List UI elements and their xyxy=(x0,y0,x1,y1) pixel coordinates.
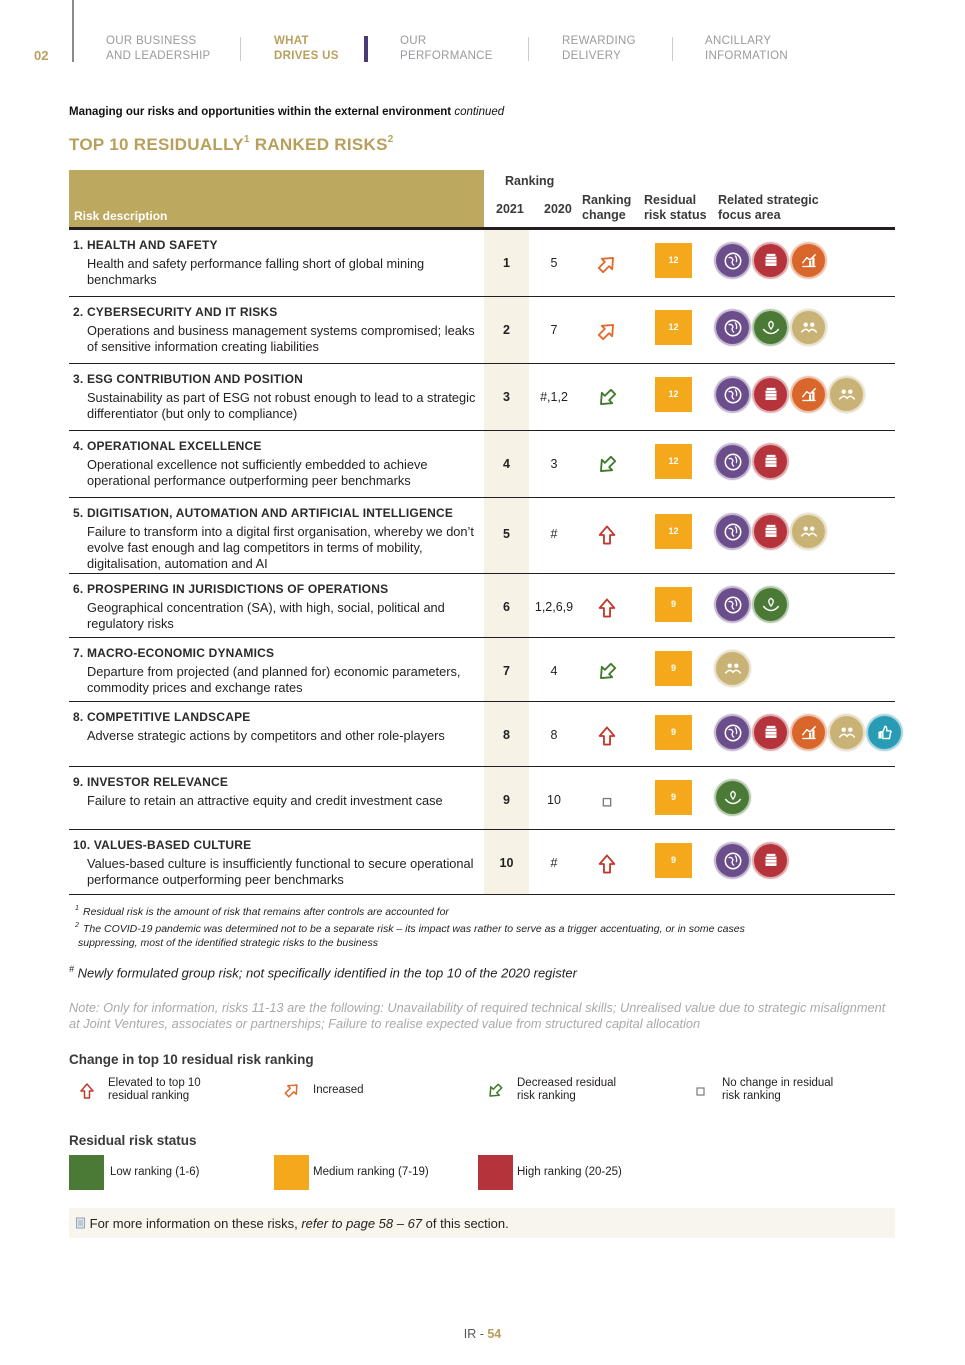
risk-row xyxy=(69,498,895,574)
globe-icon xyxy=(714,443,751,480)
info-prefix: For more information on these risks, xyxy=(89,1216,298,1231)
risk-description: Values-based culture is insufficiently functional to secure operational performance outperforming peer benchmarks xyxy=(87,856,474,887)
thumbs-up-icon xyxy=(866,714,903,751)
section-subtitle xyxy=(69,106,504,118)
top-navigation xyxy=(0,0,965,75)
change-legend-title: Change in top 10 residual risk ranking xyxy=(69,1052,314,1067)
globe-icon xyxy=(714,309,751,346)
footnote-mark: # xyxy=(69,964,75,974)
risk-row xyxy=(69,431,895,498)
globe-icon xyxy=(714,586,751,623)
rank-2020: # xyxy=(550,527,558,541)
risk-description: Geographical concentration (SA), with high, social, political and regulatory risks xyxy=(87,600,445,631)
ranking-change xyxy=(596,387,620,409)
hands-leaf-icon xyxy=(714,779,751,816)
nav-our-performance[interactable] xyxy=(400,34,493,64)
chart-icon xyxy=(790,376,827,413)
ranking-change xyxy=(596,320,620,342)
nav-our-business[interactable] xyxy=(106,34,211,64)
residual-status-badge: 12 xyxy=(655,444,692,479)
nav-active-indicator xyxy=(364,36,368,62)
footnote-text: Newly formulated group risk; not specifically identified in the top 10 of the 2020 register xyxy=(77,965,577,981)
people-icon xyxy=(714,650,751,687)
ranking-change xyxy=(596,661,620,683)
residual-status-badge: 9 xyxy=(655,715,692,750)
ranking-change xyxy=(596,253,620,275)
risk-row xyxy=(69,297,895,364)
nav-what-drives-us[interactable] xyxy=(274,34,339,64)
globe-icon xyxy=(714,513,751,550)
rank-2020: 5 xyxy=(550,256,558,270)
residual-status-badge: 12 xyxy=(655,243,692,278)
risk-description: Failure to retain an attractive equity and credit investment case xyxy=(87,793,443,808)
title-part: RANKED RISKS xyxy=(249,135,388,154)
rank-2021: 3 xyxy=(503,390,510,404)
risk-title: 10. VALUES-BASED CULTURE xyxy=(73,838,252,852)
header-line: focus area xyxy=(718,208,781,222)
risk-title: 5. DIGITISATION, AUTOMATION AND ARTIFICIAL INTELLIGENCE xyxy=(73,506,454,520)
risk-title: 1. HEALTH AND SAFETY xyxy=(73,238,218,252)
rank-2020: 7 xyxy=(550,323,558,337)
people-icon xyxy=(828,714,865,751)
page-title xyxy=(69,134,394,155)
nav-label: WHAT xyxy=(274,35,309,47)
footnote-1 xyxy=(77,905,449,919)
residual-status-badge: 9 xyxy=(655,843,692,878)
title-footnote-mark: 2 xyxy=(387,134,394,145)
rank-2020: #,1,2 xyxy=(540,390,568,404)
risk-row xyxy=(69,574,895,638)
risk-title: 6. PROSPERING IN JURISDICTIONS OF OPERATIONS xyxy=(73,582,389,596)
legend-decreased xyxy=(517,1077,616,1103)
footnote-text: suppressing, most of the identified strategic risks to the business xyxy=(78,937,378,949)
title-part: TOP 10 RESIDUALLY xyxy=(69,135,244,154)
risk-description: Departure from projected (and planned for) economic parameters, commodity prices and exchange rates xyxy=(87,664,461,695)
information-note: Note: Only for information, risks 11-13 are the following: Unavailability of required technical skills; Unrealised value due to strategic misalignment at Joint Ventures, associates or partnerships; Failure to realise expected value from structured capital allocation xyxy=(69,1000,886,1031)
chart-icon xyxy=(790,242,827,279)
nav-label: ANCILLARY xyxy=(705,35,772,47)
risk-description: Failure to transform into a digital first organisation, whereby we don’t evolve fast enough and lag competitors in terms of mobility, digitalisation, automation and AI xyxy=(87,524,474,571)
nav-label: AND LEADERSHIP xyxy=(106,50,211,62)
section-number: 02 xyxy=(34,48,49,63)
focus-area-icons xyxy=(714,513,827,550)
rank-2020: 3 xyxy=(550,457,558,471)
increased-arrow-icon xyxy=(596,320,618,342)
legend-line: Elevated to top 10 xyxy=(108,1077,201,1089)
legend-low: Low ranking (1-6) xyxy=(110,1166,200,1178)
hands-leaf-icon xyxy=(752,586,789,623)
legend-line: risk ranking xyxy=(517,1090,576,1102)
footnote-text: The COVID-19 pandemic was determined not to be a separate risk – its impact was rather to serve as a trigger accentuating, or in some cases xyxy=(83,923,745,935)
residual-status-badge: 9 xyxy=(655,587,692,622)
legend-no-change xyxy=(722,1077,833,1103)
year-2021-header: 2021 xyxy=(496,202,524,216)
risk-description: Health and safety performance falling short of global mining benchmarks xyxy=(87,256,425,287)
more-info-text xyxy=(75,1216,509,1231)
ranking-change xyxy=(596,597,620,619)
chart-icon xyxy=(790,714,827,751)
focus-area-icons xyxy=(714,309,827,346)
header-divider xyxy=(72,0,74,62)
new-risk-footnote xyxy=(69,964,577,980)
residual-status-badge: 12 xyxy=(655,310,692,345)
rank-2021: 10 xyxy=(499,856,514,870)
header-label: Risk description xyxy=(74,209,168,223)
rank-2021: 1 xyxy=(503,256,510,270)
footnote-text: Residual risk is the amount of risk that remains after controls are accounted for xyxy=(83,906,449,918)
residual-status-badge: 12 xyxy=(655,514,692,549)
globe-icon xyxy=(714,714,751,751)
coins-icon xyxy=(752,376,789,413)
header-line: Ranking xyxy=(582,193,632,207)
rank-2020: 10 xyxy=(547,793,561,807)
elevated-arrow-icon xyxy=(596,853,618,875)
title-footnote-mark: 1 xyxy=(243,134,250,145)
people-icon xyxy=(790,309,827,346)
header-line: risk status xyxy=(644,208,707,222)
focus-area-icons xyxy=(714,376,865,413)
nav-ancillary-information[interactable] xyxy=(705,34,788,64)
ranking-change xyxy=(596,524,620,546)
risk-row xyxy=(69,638,895,702)
risk-title: 4. OPERATIONAL EXCELLENCE xyxy=(73,439,262,453)
people-icon xyxy=(828,376,865,413)
risk-title: 9. INVESTOR RELEVANCE xyxy=(73,775,229,789)
legend-elevated xyxy=(108,1077,201,1103)
info-suffix: of this section. xyxy=(425,1216,509,1231)
risk-description: Sustainability as part of ESG not robust enough to lead to a strategic differentiator (but only to compliance) xyxy=(87,390,476,421)
nav-label: REWARDING xyxy=(562,35,636,47)
nav-label: DELIVERY xyxy=(562,50,622,62)
page-reference-link[interactable]: refer to page 58 – 67 xyxy=(301,1216,423,1231)
nav-rewarding-delivery[interactable] xyxy=(562,34,636,64)
decreased-arrow-icon xyxy=(596,661,618,683)
residual-status-badge: 12 xyxy=(655,377,692,412)
increased-arrow-icon xyxy=(596,253,618,275)
residual-status-header xyxy=(644,193,707,223)
increased-arrow-icon xyxy=(283,1081,301,1099)
globe-icon xyxy=(714,242,751,279)
status-legend-title: Residual risk status xyxy=(69,1133,197,1148)
focus-area-icons xyxy=(714,650,751,687)
rank-2020: 8 xyxy=(550,728,558,742)
nav-separator xyxy=(672,37,673,61)
residual-status-badge: 9 xyxy=(655,780,692,815)
rank-2020: 4 xyxy=(550,664,558,678)
rank-2021: 5 xyxy=(503,527,510,541)
risk-row xyxy=(69,702,895,767)
no-change-square-icon xyxy=(596,790,618,812)
rank-2021: 2 xyxy=(503,323,510,337)
rank-2021: 4 xyxy=(503,457,510,471)
risk-title: 7. MACRO-ECONOMIC DYNAMICS xyxy=(73,646,275,660)
legend-increased: Increased xyxy=(313,1084,364,1096)
rank-2021: 9 xyxy=(503,793,510,807)
legend-line: residual ranking xyxy=(108,1090,190,1102)
ranking-change xyxy=(596,853,620,875)
footnote-mark: 2 xyxy=(75,922,79,929)
focus-area-icons xyxy=(714,242,827,279)
nav-separator xyxy=(528,37,529,61)
risk-title: 8. COMPETITIVE LANDSCAPE xyxy=(73,710,251,724)
nav-label: DRIVES US xyxy=(274,50,339,62)
footnote-2 xyxy=(77,922,745,950)
residual-status-badge: 9 xyxy=(655,651,692,686)
elevated-arrow-icon xyxy=(596,524,618,546)
nav-label: OUR BUSINESS xyxy=(106,35,197,47)
focus-area-icons xyxy=(714,443,789,480)
header-line: change xyxy=(582,208,626,222)
rank-2020: # xyxy=(550,856,558,870)
rank-2021: 8 xyxy=(503,728,510,742)
globe-icon xyxy=(714,376,751,413)
header-line: Residual xyxy=(644,193,697,207)
ranking-header: Ranking xyxy=(505,174,555,188)
risk-row xyxy=(69,230,895,297)
coins-icon xyxy=(752,242,789,279)
subtitle-text: Managing our risks and opportunities within the external environment xyxy=(69,106,452,118)
legend-medium: Medium ranking (7-19) xyxy=(313,1166,429,1178)
focus-area-icons xyxy=(714,586,789,623)
focus-area-header xyxy=(718,193,819,223)
ranking-change xyxy=(596,454,620,476)
page-footer xyxy=(0,1327,965,1341)
footer-prefix: IR - xyxy=(463,1327,488,1341)
coins-icon xyxy=(752,443,789,480)
risk-title: 2. CYBERSECURITY AND IT RISKS xyxy=(73,305,278,319)
decreased-arrow-icon xyxy=(596,454,618,476)
legend-line: Decreased residual xyxy=(517,1077,617,1089)
year-2020-header: 2020 xyxy=(544,202,572,216)
ranking-change xyxy=(596,790,620,812)
coins-icon xyxy=(752,513,789,550)
risk-description: Operations and business management systems compromised; leaks of sensitive information creating liabilities xyxy=(87,323,475,354)
ranking-change xyxy=(596,725,620,747)
low-status-swatch xyxy=(69,1155,104,1190)
header-line: Related strategic xyxy=(718,193,819,207)
footnote-mark: 1 xyxy=(75,905,79,912)
risk-description: Operational excellence not sufficiently embedded to achieve operational performance outperforming peer benchmarks xyxy=(87,457,428,488)
ranking-change-header xyxy=(582,193,631,223)
rank-2021: 7 xyxy=(503,664,510,678)
people-icon xyxy=(790,513,827,550)
elevated-arrow-icon xyxy=(78,1082,96,1100)
legend-line: No change in residual xyxy=(722,1077,834,1089)
legend-high: High ranking (20-25) xyxy=(517,1166,622,1178)
risk-row xyxy=(69,364,895,431)
high-status-swatch xyxy=(478,1155,513,1190)
more-info-bar xyxy=(69,1208,895,1238)
nav-label: INFORMATION xyxy=(705,50,788,62)
risk-description: Adverse strategic actions by competitors and other role-players xyxy=(87,728,445,743)
rank-2021: 6 xyxy=(503,600,510,614)
hands-leaf-icon xyxy=(752,309,789,346)
legend-line: risk ranking xyxy=(722,1090,781,1102)
focus-area-icons xyxy=(714,842,789,879)
coins-icon xyxy=(752,842,789,879)
medium-status-swatch xyxy=(274,1155,309,1190)
nav-separator xyxy=(240,37,241,61)
risk-row xyxy=(69,767,895,830)
page-number: 54 xyxy=(487,1327,502,1341)
risk-row xyxy=(69,830,895,895)
nav-label: OUR xyxy=(400,35,427,47)
rank-2020: 1,2,6,9 xyxy=(534,600,574,614)
decreased-arrow-icon xyxy=(486,1082,504,1100)
decreased-arrow-icon xyxy=(596,387,618,409)
no-change-square-icon xyxy=(692,1083,710,1101)
risk-description-header xyxy=(69,170,484,227)
risk-title: 3. ESG CONTRIBUTION AND POSITION xyxy=(73,372,303,386)
document-icon xyxy=(75,1217,86,1229)
coins-icon xyxy=(752,714,789,751)
globe-icon xyxy=(714,842,751,879)
elevated-arrow-icon xyxy=(596,725,618,747)
focus-area-icons xyxy=(714,714,903,751)
focus-area-icons xyxy=(714,779,751,816)
nav-label: PERFORMANCE xyxy=(400,50,493,62)
subtitle-suffix: continued xyxy=(454,106,505,118)
elevated-arrow-icon xyxy=(596,597,618,619)
